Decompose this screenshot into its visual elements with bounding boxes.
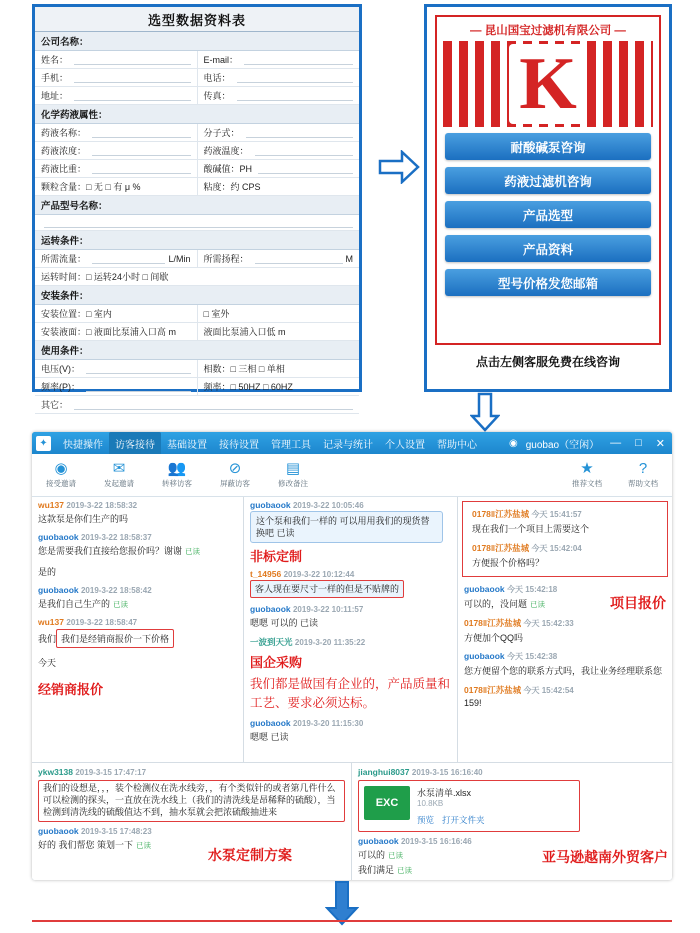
message-text: 嗯嗯 已读 [250, 731, 289, 742]
form-section-model [35, 196, 359, 231]
message-icon: ✉ [112, 460, 126, 477]
form-row [35, 268, 359, 286]
toolbar-label: 屏蔽访客 [220, 479, 250, 488]
ad-panel [424, 4, 672, 392]
ad-button-product-docs[interactable]: 产品资料 [445, 235, 651, 262]
message-text: 嗯嗯 可以的 已读 [250, 618, 319, 629]
form-row [35, 215, 359, 231]
maximize-button[interactable]: □ [635, 437, 642, 449]
input-line[interactable] [237, 73, 353, 83]
chat-panel-foreign-trade [352, 763, 672, 880]
form-field: E-mail： [197, 51, 360, 68]
toolbar-block-visitor[interactable] [214, 461, 256, 489]
form-field: 药液温度： [197, 142, 360, 159]
input-line[interactable] [237, 91, 353, 101]
input-line[interactable] [86, 382, 191, 392]
form-field-phase: 相数：□ 三相 □ 单相 [197, 360, 360, 377]
message-sender: jianghui8037 2019-3-15 16:16:40 [358, 767, 483, 777]
input-line[interactable] [44, 218, 353, 228]
menu-records-stats[interactable]: 记录与统计 [323, 439, 373, 451]
chat-panel-pump-solution [32, 763, 352, 880]
annotation-project-quote-wrap [610, 593, 666, 613]
message-text: 好的 我们帮您 策划一下 已读 [38, 839, 152, 850]
form-field [35, 215, 359, 230]
ad-button-acid-pump[interactable]: 耐酸碱泵咨询 [445, 133, 651, 160]
menu-management-tools[interactable]: 管理工具 [271, 439, 311, 451]
app-logo-icon: ✦ [36, 436, 51, 451]
message-sender: guobaook 2019-3-20 11:15:30 [250, 717, 364, 728]
message-sender: 一波到天光 2019-3-20 11:35:22 [250, 637, 366, 648]
message-text: 159! [464, 698, 482, 708]
menu-personal-settings[interactable]: 个人设置 [385, 439, 425, 451]
ad-button-filter[interactable]: 药液过滤机咨询 [445, 167, 651, 194]
form-title: 选型数据资料表 [35, 7, 359, 32]
message-text: 这款泵是你们生产的吗 [38, 514, 129, 524]
toolbar-label: 帮助文档 [628, 479, 658, 488]
input-line[interactable] [246, 128, 353, 138]
chat-divider-today [32, 652, 243, 673]
chat-message [458, 614, 672, 648]
annotation-foreign-trade: 亚马逊越南外贸客户 [542, 849, 668, 865]
message-sender: 0178‖江苏盐城 今天 15:42:54 [464, 685, 574, 695]
minimize-button[interactable]: — [610, 437, 622, 449]
ad-caption: 点击左侧客服免费在线咨询 [475, 355, 620, 369]
ad-logo [443, 41, 653, 127]
toolbar-accept-invite[interactable] [40, 461, 82, 489]
open-folder-link[interactable]: 打开文件夹 [442, 815, 485, 825]
form-field-particles: 颗粒含量：□ 无 □ 有 μ % [41, 182, 141, 192]
toolbar-label: 接受邀请 [46, 479, 76, 488]
file-attachment-card[interactable] [358, 780, 580, 832]
form-row [35, 178, 359, 196]
form-field: 姓名： [35, 51, 197, 68]
form-row [35, 360, 359, 378]
status-icon[interactable]: ◉ [509, 437, 518, 449]
chat-message [32, 582, 243, 614]
accept-icon: ◉ [54, 460, 68, 477]
input-line[interactable] [92, 146, 190, 156]
file-action-row [417, 814, 485, 826]
message-text: 可以的，没问题 已读 [464, 599, 546, 609]
message-sender: guobaook 2019-3-15 17:48:23 [38, 825, 152, 836]
section-header: 化学药液属性： [35, 105, 359, 124]
message-text: 是的 [38, 567, 57, 577]
app-titlebar-right [509, 436, 668, 451]
form-field: 药液浓度： [35, 142, 197, 159]
menu-quick-actions[interactable]: 快捷操作 [63, 439, 103, 451]
message-sender: 0178‖江苏盐城 今天 15:41:57 [472, 509, 582, 519]
bottom-divider [32, 920, 672, 922]
form-field-runtime: 运转时间：□ 运转24小时 □ 间歇 [41, 272, 169, 282]
annotation-pump-solution-wrap [208, 845, 292, 865]
form-row [35, 87, 359, 105]
form-row [35, 396, 359, 414]
input-line[interactable] [255, 254, 343, 264]
ad-button-list [445, 133, 651, 296]
form-row [35, 323, 359, 341]
section-header: 公司名称： [35, 32, 359, 51]
form-field-power: 频率(P)： [35, 378, 197, 395]
message-sender: ykw3138 2019-3-15 17:47:17 [38, 767, 147, 777]
star-icon: ★ [580, 460, 594, 477]
form-field: 传真： [197, 87, 360, 104]
excel-file-icon: EXC [364, 786, 410, 820]
message-sender: 0178‖江苏盐城 今天 15:42:04 [472, 543, 582, 553]
annotation-dealer-quote-wrap [32, 673, 243, 699]
ad-button-email-quote[interactable]: 型号价格发您邮箱 [445, 269, 651, 296]
form-section-chemical [35, 105, 359, 196]
form-field-level-high: 安装液面：□ 液面比泵浦入口高 m [41, 327, 176, 337]
chat-message [244, 601, 457, 633]
input-line[interactable] [74, 91, 190, 101]
message-sender: guobaook 2019-3-22 18:58:42 [38, 585, 152, 595]
arrow-down-icon-1 [470, 392, 500, 432]
input-line[interactable] [258, 164, 353, 174]
message-text: 您方便留个您的联系方式吗，我让业务经理联系您 [464, 666, 663, 676]
toolbar-recommended-docs[interactable] [566, 461, 608, 489]
chat-message-redtext [244, 672, 457, 714]
ad-company-name: — 昆山国宝过滤机有限公司 — [470, 25, 626, 37]
form-field: 手机： [35, 69, 197, 86]
message-text: 可以的 已读 [358, 850, 404, 860]
message-sender: 0178‖江苏盐城 今天 15:42:33 [464, 618, 574, 628]
arrow-right-icon [378, 150, 420, 184]
section-header: 运转条件： [35, 231, 359, 250]
form-field: 电话： [197, 69, 360, 86]
logo-letter: K [519, 43, 577, 125]
chat-message [466, 539, 664, 573]
input-line[interactable] [92, 128, 190, 138]
message-bubble: 这个泵和我们一样的 可以用用我们的现货替换吧 已读 [250, 511, 443, 543]
form-section-operation [35, 231, 359, 286]
annotation-project-quote: 项目报价 [610, 595, 666, 611]
chat-message [244, 566, 457, 601]
form-field-viscosity: 粘度：约 CPS [197, 178, 360, 195]
input-line[interactable] [244, 55, 353, 65]
toolbar-transfer-visitor[interactable] [156, 461, 198, 489]
message-sender: guobaook 2019-3-22 10:05:46 [250, 500, 364, 510]
chat-message-highlighted [32, 614, 243, 652]
message-text-emphasis: 我们都是做国有企业的，产品质量和工艺、要求必须达标。 [250, 677, 451, 710]
file-size: 10.8KB [417, 799, 444, 808]
highlight-box: 我们是经销商报价一下价格 [56, 629, 174, 648]
toolbar-right-group [566, 461, 664, 489]
menu-visitor-reception[interactable]: 访客接待 [109, 432, 161, 454]
form-field: 地址： [35, 87, 197, 104]
input-line[interactable] [92, 254, 165, 264]
message-sender: guobaook 2019-3-22 18:58:37 [38, 532, 152, 542]
annotation-nonstandard: 非标定制 [250, 549, 303, 565]
chat-message [244, 497, 457, 546]
chat-message [244, 633, 457, 652]
input-line[interactable] [74, 73, 190, 83]
form-section-company [35, 32, 359, 105]
toolbar-label: 修改备注 [278, 479, 308, 488]
toolbar-send-invite[interactable] [98, 461, 140, 489]
note-icon: ▤ [285, 460, 301, 477]
message-text: 现在我们一个项目上需要这个 [472, 524, 590, 534]
menu-help-center[interactable]: 帮助中心 [437, 439, 477, 451]
form-field: 药液比重： [35, 160, 197, 177]
annotation-nonstandard-wrap [244, 546, 457, 566]
message-text: 您是需要我们直接给您报价吗？谢谢 已读 [38, 546, 201, 556]
toolbar-edit-note[interactable] [272, 461, 314, 489]
annotation-pump-solution: 水泵定制方案 [208, 847, 292, 863]
chat-message [32, 497, 243, 529]
message-sender: t_14956 2019-3-22 10:12:44 [250, 569, 355, 580]
preview-link[interactable]: 预览 [417, 815, 435, 825]
section-header: 安装条件： [35, 286, 359, 305]
section-header: 产品型号名称： [35, 196, 359, 215]
ad-button-product-selection[interactable]: 产品选型 [445, 201, 651, 228]
form-row [35, 142, 359, 160]
help-icon: ? [638, 460, 648, 477]
annotation-dealer-quote: 经销商报价 [38, 682, 104, 697]
ad-card [435, 15, 661, 345]
section-header: 使用条件： [35, 341, 359, 360]
form-row [35, 124, 359, 142]
form-row [35, 160, 359, 178]
annotation-soe-purchase: 国企采购 [250, 655, 303, 671]
form-field-location: 安装位置：□ 室内 [41, 309, 112, 319]
form-field-location-outdoor: □ 室外 [197, 305, 360, 322]
message-text: 是我们自己生产的 已读 [38, 599, 129, 609]
message-text: 我们满足 已读 [358, 865, 413, 875]
account-label[interactable]: guobao（空闲） [525, 439, 600, 451]
toolbar-label: 推荐文档 [572, 479, 602, 488]
form-row [35, 305, 359, 323]
form-field-other: 其它： [35, 396, 359, 413]
users-icon: 👥 [167, 460, 187, 477]
message-sender: guobaook 今天 15:42:38 [464, 651, 558, 661]
menu-reception-settings[interactable]: 接待设置 [219, 439, 259, 451]
input-line[interactable] [92, 164, 190, 174]
form-field: 分子式： [197, 124, 360, 141]
input-line[interactable] [74, 400, 353, 410]
message-sender: wu137 2019-3-22 18:58:32 [38, 500, 138, 510]
toolbar-help-docs[interactable] [622, 461, 664, 489]
form-field: 药液名称： [35, 124, 197, 141]
app-toolbar [32, 454, 672, 497]
form-field: 所需流量： L/Min [41, 253, 191, 264]
form-row [35, 378, 359, 396]
message-text: 方便报个价格吗？ [472, 558, 545, 568]
form-row [35, 51, 359, 69]
toolbar-label: 发起邀请 [104, 479, 134, 488]
close-button[interactable]: ✕ [655, 437, 665, 450]
form-section-install [35, 286, 359, 341]
input-line[interactable] [74, 55, 190, 65]
annotation-foreign-trade-wrap [542, 847, 668, 867]
input-line[interactable] [86, 364, 191, 374]
chat-message [466, 505, 664, 539]
form-field-frequency: 频率：□ 50HZ □ 60HZ [197, 378, 360, 395]
selection-data-form-panel [32, 4, 362, 410]
toolbar-label: 转移访客 [162, 479, 192, 488]
form-field-level-low: 液面比泵浦入口低 m [197, 323, 360, 340]
form-field-voltage: 电压(V)： [35, 360, 197, 377]
annotation-soe-wrap [244, 652, 457, 672]
chat-message [458, 681, 672, 712]
message-text: 方便加个QQ吗 [464, 633, 524, 643]
chat-application-window [32, 432, 672, 880]
file-name: 水泵清单.xlsx [417, 788, 472, 798]
chat-bottom-row [32, 762, 672, 880]
form-section-usage [35, 341, 359, 414]
message-sender: guobaook 2019-3-22 10:11:57 [250, 604, 364, 615]
block-icon: ⊘ [228, 460, 242, 477]
message-bubble-highlighted: 客人现在要尺寸一样的但是不贴牌的 [250, 580, 404, 598]
chat-message [458, 648, 672, 681]
menu-basic-settings[interactable]: 基础设置 [167, 439, 207, 451]
message-sender: guobaook 今天 15:42:18 [464, 584, 558, 594]
form-row [35, 69, 359, 87]
message-text: 我们 我们是经销商报价一下价格 [38, 628, 237, 649]
form-field: 所需扬程： M [197, 250, 360, 267]
chat-message [32, 529, 243, 561]
highlight-region-project [462, 501, 668, 577]
input-line[interactable] [255, 146, 353, 156]
message-sender: guobaook 2019-3-15 16:16:46 [358, 836, 472, 846]
message-sender: wu137 2019-3-22 18:58:47 [38, 617, 138, 627]
chat-message [244, 715, 457, 747]
chat-message [32, 561, 243, 582]
form-field: 酸碱值：PH [197, 160, 360, 177]
form-row [35, 250, 359, 268]
file-info [417, 786, 485, 826]
app-menubar [32, 432, 672, 454]
message-text-highlighted: 我们的设想是，，，装个检测仪在洗水线旁，，有个类似针的或者第几件什么可以检测的探头，一直放在洗水线上（我们的清洗线是昂稀释的硫酸），当检测到清洗线的硫酸值达不到，抽水泵就会把浓硫酸抽进来 [38, 780, 345, 822]
divider-label: 今天 [38, 658, 57, 668]
